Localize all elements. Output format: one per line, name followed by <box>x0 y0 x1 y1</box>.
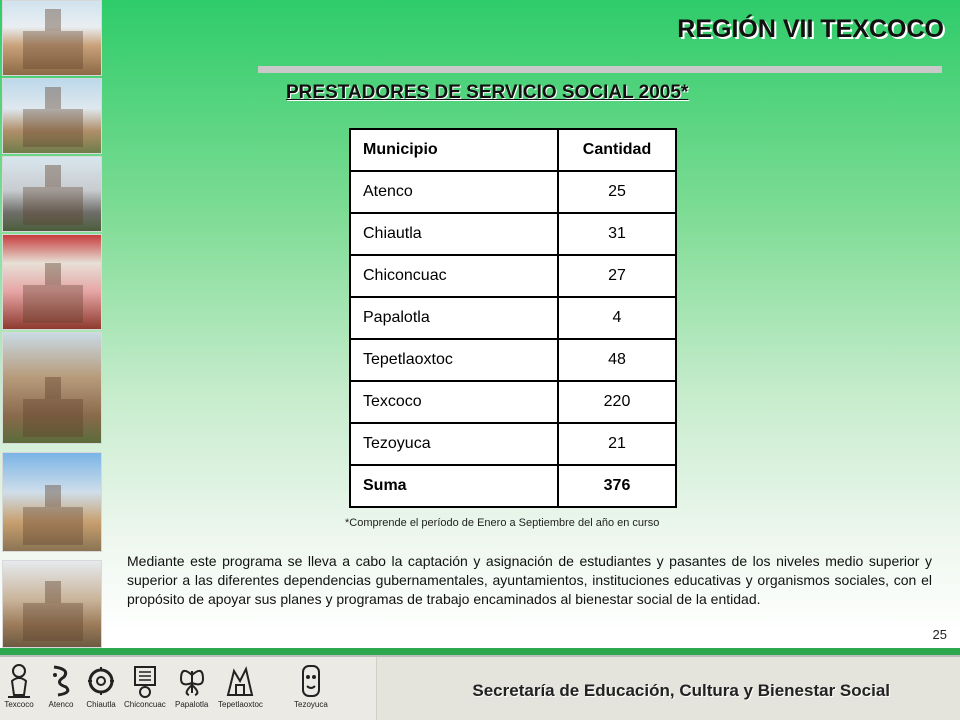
photo-church-facade <box>2 0 102 76</box>
cell-cantidad: 21 <box>558 423 676 465</box>
cell-municipio: Tepetlaoxtoc <box>350 339 558 381</box>
chiconcuac-glyph-icon <box>130 663 160 699</box>
photo-strip <box>0 0 105 650</box>
cell-cantidad: 4 <box>558 297 676 339</box>
photo-white-church <box>2 452 102 552</box>
municipality-label: Texcoco <box>4 700 34 709</box>
column-header-cantidad: Cantidad <box>558 129 676 171</box>
municipality-label: Tepetlaoxtoc <box>218 700 263 709</box>
title-divider <box>258 66 942 73</box>
footnote: *Comprende el período de Enero a Septiembre del año en curso <box>345 517 660 529</box>
municipality-label: Chiautla <box>86 700 116 709</box>
cell-cantidad: 27 <box>558 255 676 297</box>
description-paragraph: Mediante este programa se lleva a cabo la captación y asignación de estudiantes y pasantes de los niveles medio superior y superior a las diferentes dependencias gubernamentales, ayuntamientos, instituciones educativas y organismos sociales, con el propósito de apoyar sus planes y programas de trabajo encaminados al bienestar social de la entidad. <box>127 553 932 607</box>
column-header-municipio: Municipio <box>350 129 558 171</box>
table-row <box>350 423 676 465</box>
cell-cantidad: 48 <box>558 339 676 381</box>
municipality-label: Tezoyuca <box>294 700 328 709</box>
cell-cantidad: 25 <box>558 171 676 213</box>
table-row <box>350 171 676 213</box>
municipality-tezoyuca <box>294 663 328 709</box>
table-header-row <box>350 129 676 171</box>
chiautla-glyph-icon <box>86 663 116 699</box>
texcoco-glyph-icon <box>4 663 34 699</box>
total-value: 376 <box>558 465 676 507</box>
slide-title: PRESTADORES DE SERVICIO SOCIAL 2005* <box>286 82 689 103</box>
cell-municipio: Tezoyuca <box>350 423 558 465</box>
cell-cantidad: 220 <box>558 381 676 423</box>
region-title: REGIÓN VII TEXCOCO <box>677 15 944 43</box>
green-divider <box>0 648 960 655</box>
municipality-tepetlaoxtoc <box>218 663 263 709</box>
photo-fountain <box>2 156 102 232</box>
photo-colonnade-church <box>2 234 102 330</box>
photo-stone-church <box>2 332 102 444</box>
cell-municipio: Papalotla <box>350 297 558 339</box>
photo-ruins <box>2 560 102 648</box>
secretaria-label: Secretaría de Educación, Cultura y Bienestar Social <box>472 681 890 700</box>
cell-municipio: Atenco <box>350 171 558 213</box>
municipality-glyphs <box>0 657 377 720</box>
photo-arched-gate <box>2 78 102 154</box>
page-number: 25 <box>932 627 947 642</box>
municipality-papalotla <box>175 663 208 709</box>
municipality-atenco <box>46 663 76 709</box>
municipality-chiautla <box>86 663 116 709</box>
total-label: Suma <box>350 465 558 507</box>
municipality-texcoco <box>4 663 34 709</box>
table-row <box>350 255 676 297</box>
municipality-label: Atenco <box>48 700 74 709</box>
municipality-label: Chiconcuac <box>124 700 166 709</box>
table-row <box>350 213 676 255</box>
table-row <box>350 381 676 423</box>
table-row <box>350 339 676 381</box>
table-row <box>350 297 676 339</box>
cell-municipio: Chiconcuac <box>350 255 558 297</box>
cell-municipio: Texcoco <box>350 381 558 423</box>
table-total-row <box>350 465 676 507</box>
papalotla-glyph-icon <box>177 663 207 699</box>
cell-cantidad: 31 <box>558 213 676 255</box>
tezoyuca-glyph-icon <box>296 663 326 699</box>
municipality-chiconcuac <box>124 663 166 709</box>
tepetlaoxtoc-glyph-icon <box>225 663 255 699</box>
cell-municipio: Chiautla <box>350 213 558 255</box>
municipality-label: Papalotla <box>175 700 209 709</box>
footer <box>0 657 960 720</box>
data-table <box>349 128 677 508</box>
atenco-glyph-icon <box>46 663 76 699</box>
